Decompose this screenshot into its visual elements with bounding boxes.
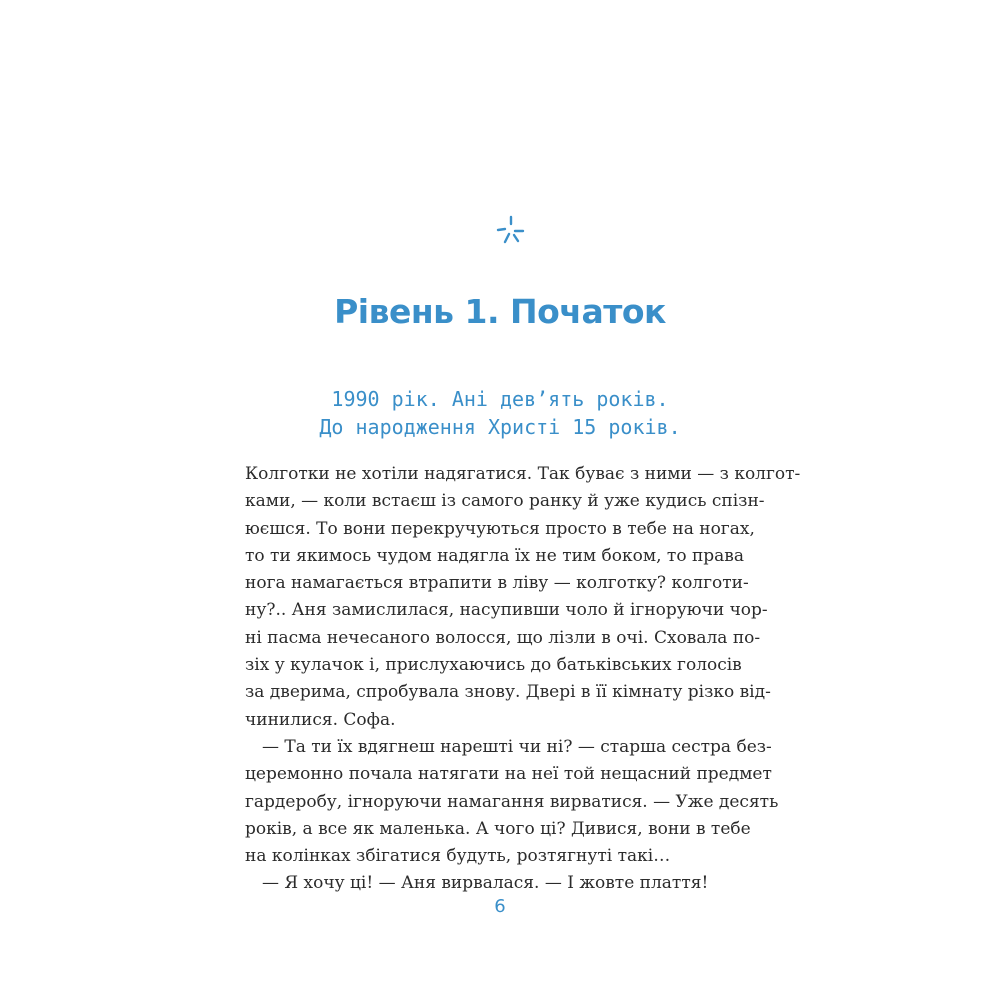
text-line: Колготки не хотіли надягатися. Так буває з ними — з колгот- bbox=[245, 464, 801, 484]
text-line: нога намагається втрапити в ліву — колготку? колготи- bbox=[245, 573, 749, 594]
text-line: то ти якимось чудом надягла їх не тим боком, то права bbox=[245, 545, 745, 566]
text-line: — Та ти їх вдягнеш нарешті чи ні? — старша сестра без- bbox=[262, 736, 772, 757]
text-line: церемонно почала натягати на неї той нещасний предмет bbox=[245, 764, 772, 785]
text-line: ками, — коли встаєш із самого ранку й уже кудись спізн- bbox=[245, 491, 765, 512]
text-line: чинилися. Софа. bbox=[245, 709, 396, 730]
subtitle-line: До народження Христі 15 років. bbox=[319, 415, 681, 439]
body-text bbox=[245, 461, 801, 898]
chapter-title: Рівень 1. Початок bbox=[334, 292, 666, 331]
page-number: 6 bbox=[494, 896, 506, 917]
text-line: ні пасма нечесаного волосся, що лізли в очі. Сховала по- bbox=[245, 627, 761, 648]
text-line: років, а все як маленька. А чого ці? Дивися, вони в тебе bbox=[245, 818, 751, 839]
text-line: гардеробу, ігноруючи намагання вирватися. — Уже десять bbox=[245, 791, 779, 812]
text-line: на колінках збігатися будуть, розтягнуті такі… bbox=[245, 846, 671, 867]
subtitle-line: 1990 рік. Ані дев’ять років. bbox=[331, 387, 669, 411]
text-line: ну?.. Аня замислилася, насупивши чоло й ігноруючи чор- bbox=[245, 600, 768, 621]
text-line: — Я хочу ці! — Аня вирвалася. — І жовте плаття! bbox=[262, 873, 709, 894]
text-line: за дверима, спробувала знову. Двері в її кімнату різко від- bbox=[245, 682, 771, 703]
chapter-subtitle bbox=[0, 385, 1000, 441]
text-line: юєшся. То вони перекручуються просто в тебе на ногах, bbox=[245, 518, 755, 539]
text-line: зіх у кулачок і, прислухаючись до батьківських голосів bbox=[245, 655, 742, 676]
sparkle-icon bbox=[496, 215, 526, 245]
